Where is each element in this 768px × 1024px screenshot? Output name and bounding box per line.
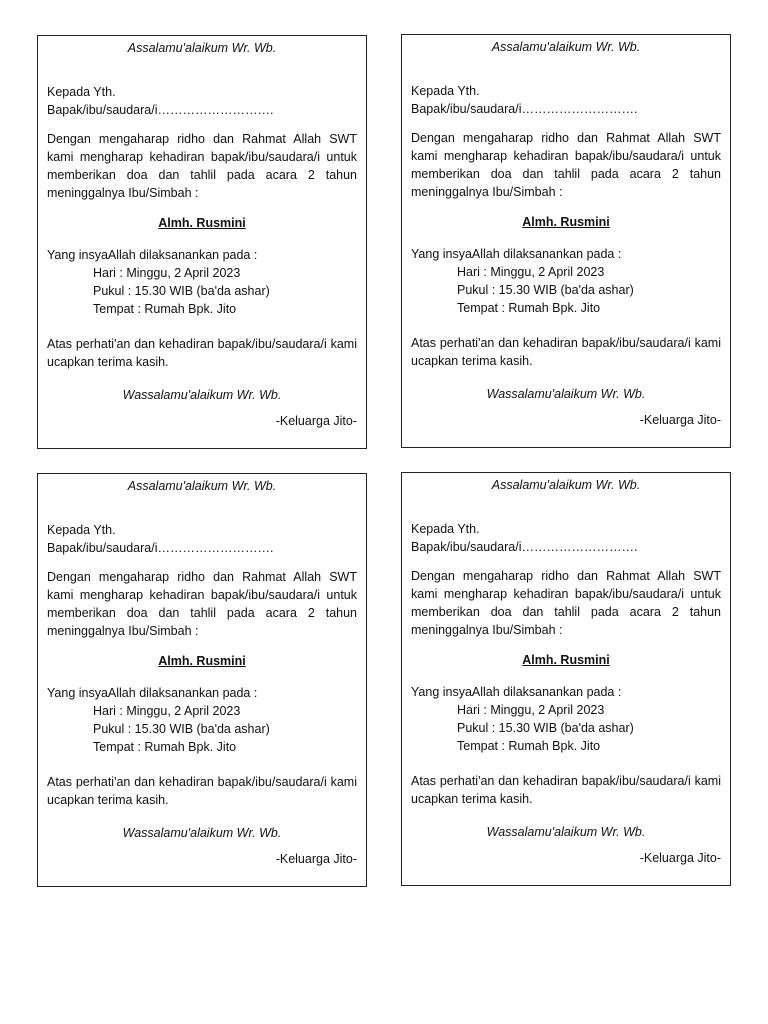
event-time: Pukul : 15.30 WIB (ba'da ashar) — [93, 284, 270, 298]
addressee-block — [47, 83, 357, 119]
event-schedule — [411, 245, 721, 317]
event-place: Tempat : Rumah Bpk. Jito — [457, 301, 601, 315]
event-schedule — [47, 684, 357, 756]
addressee-name-blank: Bapak/ibu/saudara/i………………………. — [47, 103, 274, 117]
invitation-body: Dengan mengaharap ridho dan Rahmat Allah SWT kami mengharap kehadiran bapak/ibu/saudara/i untuk memberikan doa dan tahlil pada acara 2 tahun meninggalnya Ibu/Simbah : — [47, 570, 357, 638]
addressee-title: Kepada Yth. — [47, 523, 116, 537]
thanks-text: Atas perhati'an dan kehadiran bapak/ibu/saudara/i kami ucapkan terima kasih. — [411, 774, 721, 806]
invitation-body: Dengan mengaharap ridho dan Rahmat Allah SWT kami mengharap kehadiran bapak/ibu/saudara/i untuk memberikan doa dan tahlil pada acara 2 tahun meninggalnya Ibu/Simbah : — [411, 131, 721, 199]
addressee-name-blank: Bapak/ibu/saudara/i………………………. — [411, 102, 638, 116]
family-signature: -Keluarga Jito- — [639, 413, 721, 427]
addressee-block — [411, 82, 721, 118]
deceased-name: Almh. Rusmini — [158, 654, 246, 668]
event-schedule — [47, 246, 357, 318]
deceased-name: Almh. Rusmini — [522, 653, 610, 667]
event-day: Hari : Minggu, 2 April 2023 — [457, 703, 605, 717]
greeting-text: Assalamu'alaikum Wr. Wb. — [491, 40, 641, 54]
schedule-intro: Yang insyaAllah dilaksanankan pada : — [411, 247, 622, 261]
addressee-title: Kepada Yth. — [47, 85, 116, 99]
event-place: Tempat : Rumah Bpk. Jito — [93, 740, 237, 754]
family-signature: -Keluarga Jito- — [639, 851, 721, 865]
addressee-title: Kepada Yth. — [411, 84, 480, 98]
closing-greeting: Wassalamu'alaikum Wr. Wb. — [122, 826, 282, 840]
closing-greeting: Wassalamu'alaikum Wr. Wb. — [486, 387, 646, 401]
event-day: Hari : Minggu, 2 April 2023 — [457, 265, 605, 279]
invitation-body: Dengan mengaharap ridho dan Rahmat Allah SWT kami mengharap kehadiran bapak/ibu/saudara/i untuk memberikan doa dan tahlil pada acara 2 tahun meninggalnya Ibu/Simbah : — [47, 132, 357, 200]
greeting-text: Assalamu'alaikum Wr. Wb. — [127, 41, 277, 55]
deceased-name: Almh. Rusmini — [158, 216, 246, 230]
family-signature: -Keluarga Jito- — [275, 852, 357, 866]
thanks-text: Atas perhati'an dan kehadiran bapak/ibu/saudara/i kami ucapkan terima kasih. — [411, 336, 721, 368]
thanks-text: Atas perhati'an dan kehadiran bapak/ibu/saudara/i kami ucapkan terima kasih. — [47, 775, 357, 807]
addressee-name-blank: Bapak/ibu/saudara/i………………………. — [47, 541, 274, 555]
event-place: Tempat : Rumah Bpk. Jito — [457, 739, 601, 753]
family-signature: -Keluarga Jito- — [275, 414, 357, 428]
thanks-text: Atas perhati'an dan kehadiran bapak/ibu/saudara/i kami ucapkan terima kasih. — [47, 337, 357, 369]
schedule-intro: Yang insyaAllah dilaksanankan pada : — [47, 686, 258, 700]
addressee-block — [47, 521, 357, 557]
schedule-intro: Yang insyaAllah dilaksanankan pada : — [47, 248, 258, 262]
event-time: Pukul : 15.30 WIB (ba'da ashar) — [457, 283, 634, 297]
invitation-card-3 — [37, 473, 367, 887]
addressee-block — [411, 520, 721, 556]
event-place: Tempat : Rumah Bpk. Jito — [93, 302, 237, 316]
invitation-card-1 — [37, 35, 367, 449]
event-time: Pukul : 15.30 WIB (ba'da ashar) — [93, 722, 270, 736]
schedule-intro: Yang insyaAllah dilaksanankan pada : — [411, 685, 622, 699]
deceased-name: Almh. Rusmini — [522, 215, 610, 229]
invitation-body: Dengan mengaharap ridho dan Rahmat Allah SWT kami mengharap kehadiran bapak/ibu/saudara/i untuk memberikan doa dan tahlil pada acara 2 tahun meninggalnya Ibu/Simbah : — [411, 569, 721, 637]
invitation-card-4 — [401, 472, 731, 886]
addressee-title: Kepada Yth. — [411, 522, 480, 536]
invitation-card-2 — [401, 34, 731, 448]
event-day: Hari : Minggu, 2 April 2023 — [93, 704, 241, 718]
greeting-text: Assalamu'alaikum Wr. Wb. — [491, 478, 641, 492]
addressee-name-blank: Bapak/ibu/saudara/i………………………. — [411, 540, 638, 554]
greeting-text: Assalamu'alaikum Wr. Wb. — [127, 479, 277, 493]
event-day: Hari : Minggu, 2 April 2023 — [93, 266, 241, 280]
event-time: Pukul : 15.30 WIB (ba'da ashar) — [457, 721, 634, 735]
closing-greeting: Wassalamu'alaikum Wr. Wb. — [486, 825, 646, 839]
event-schedule — [411, 683, 721, 755]
closing-greeting: Wassalamu'alaikum Wr. Wb. — [122, 388, 282, 402]
